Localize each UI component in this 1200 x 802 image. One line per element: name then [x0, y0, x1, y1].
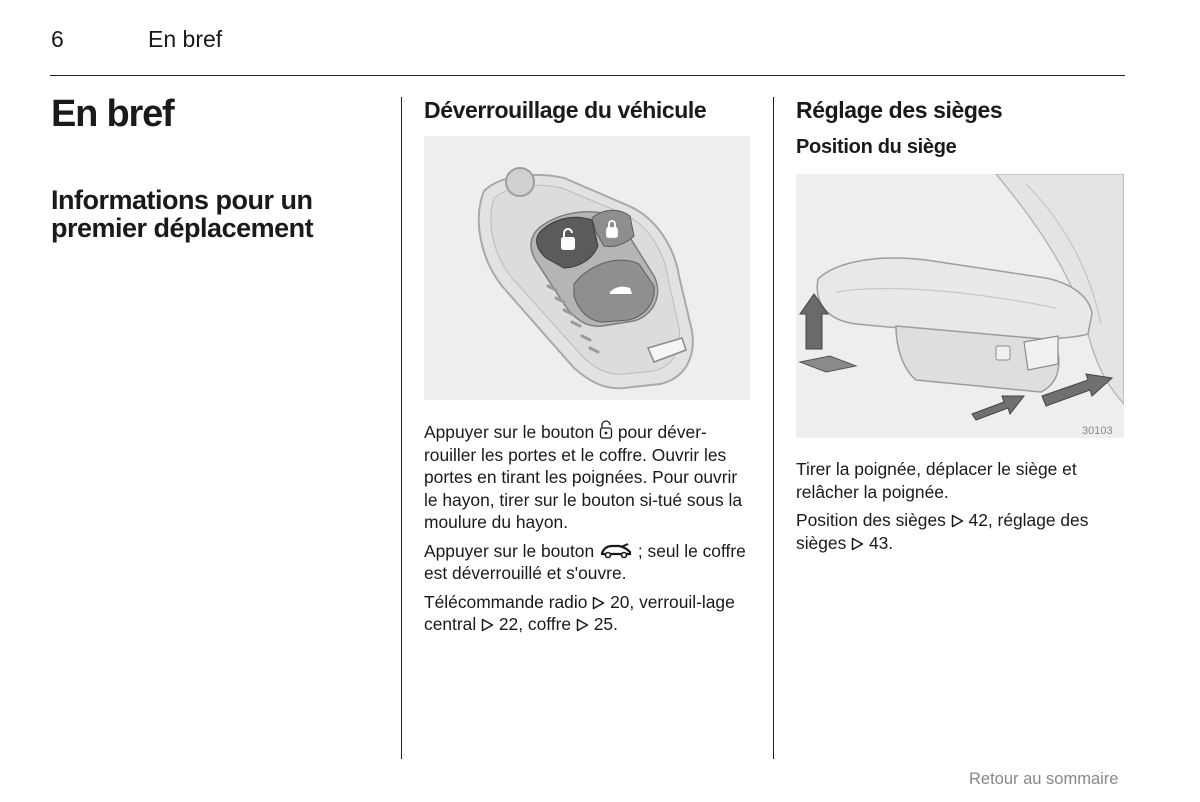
unlock-icon — [599, 420, 613, 440]
page-reference-icon — [951, 514, 964, 528]
seat-instructions — [796, 458, 1128, 560]
unlock-paragraph-1 — [424, 420, 754, 534]
text-fragment: 43. — [868, 532, 894, 553]
unlock-heading: Déverrouillage du véhicule — [424, 97, 707, 123]
text-fragment: Télécommande radio — [424, 591, 588, 612]
page-title: En bref — [51, 93, 174, 135]
column-divider — [773, 97, 774, 759]
page-reference-icon — [481, 618, 494, 632]
unlock-instructions — [424, 420, 754, 642]
back-to-contents-link[interactable]: Retour au sommaire — [969, 770, 1119, 788]
seat-adjustment-illustration — [796, 174, 1124, 438]
page-reference-icon — [592, 596, 605, 610]
page-number: 6 — [51, 26, 64, 52]
column-divider — [401, 97, 402, 759]
text-fragment: Position des sièges — [796, 510, 946, 530]
text-fragment: 25. — [593, 614, 618, 634]
seats-heading: Réglage des sièges — [796, 97, 1003, 123]
unlock-paragraph-2 — [424, 540, 754, 585]
page-reference-icon — [851, 537, 864, 551]
text-fragment: ; seul le coffre est déverrouillé et s'ouvre. — [424, 540, 746, 583]
page-reference-icon — [576, 618, 589, 632]
key-remote-drawing — [424, 136, 750, 400]
section-title: Informations pour un premier déplacement — [51, 185, 314, 243]
seat-position-heading: Position du siège — [796, 136, 957, 158]
seat-paragraph-2 — [796, 509, 1128, 554]
key-remote-illustration — [424, 136, 750, 400]
running-title: En bref — [148, 26, 223, 52]
header-rule — [50, 75, 1125, 76]
figure-number: 30103 — [1082, 425, 1113, 437]
text-fragment: pour déver-rouiller les portes et le coffre. Ouvrir les portes en tirant les poignées. Pour ouvrir le hayon, tirer sur le bouton si-tué sous la moulure du hayon. — [424, 422, 743, 532]
text-fragment: 42, réglage des sièges — [796, 510, 1089, 553]
car-trunk-icon — [599, 541, 633, 559]
text-fragment: Appuyer sur le bouton — [424, 540, 595, 561]
seat-drawing — [796, 174, 1124, 438]
unlock-paragraph-3 — [424, 591, 754, 636]
text-fragment: Appuyer sur le bouton — [424, 422, 595, 442]
seat-paragraph-1: Tirer la poignée, déplacer le siège et relâcher la poignée. — [796, 459, 1077, 502]
text-fragment: 22, coffre — [498, 614, 572, 634]
text-fragment: 20, verrouil-lage central — [424, 591, 735, 634]
